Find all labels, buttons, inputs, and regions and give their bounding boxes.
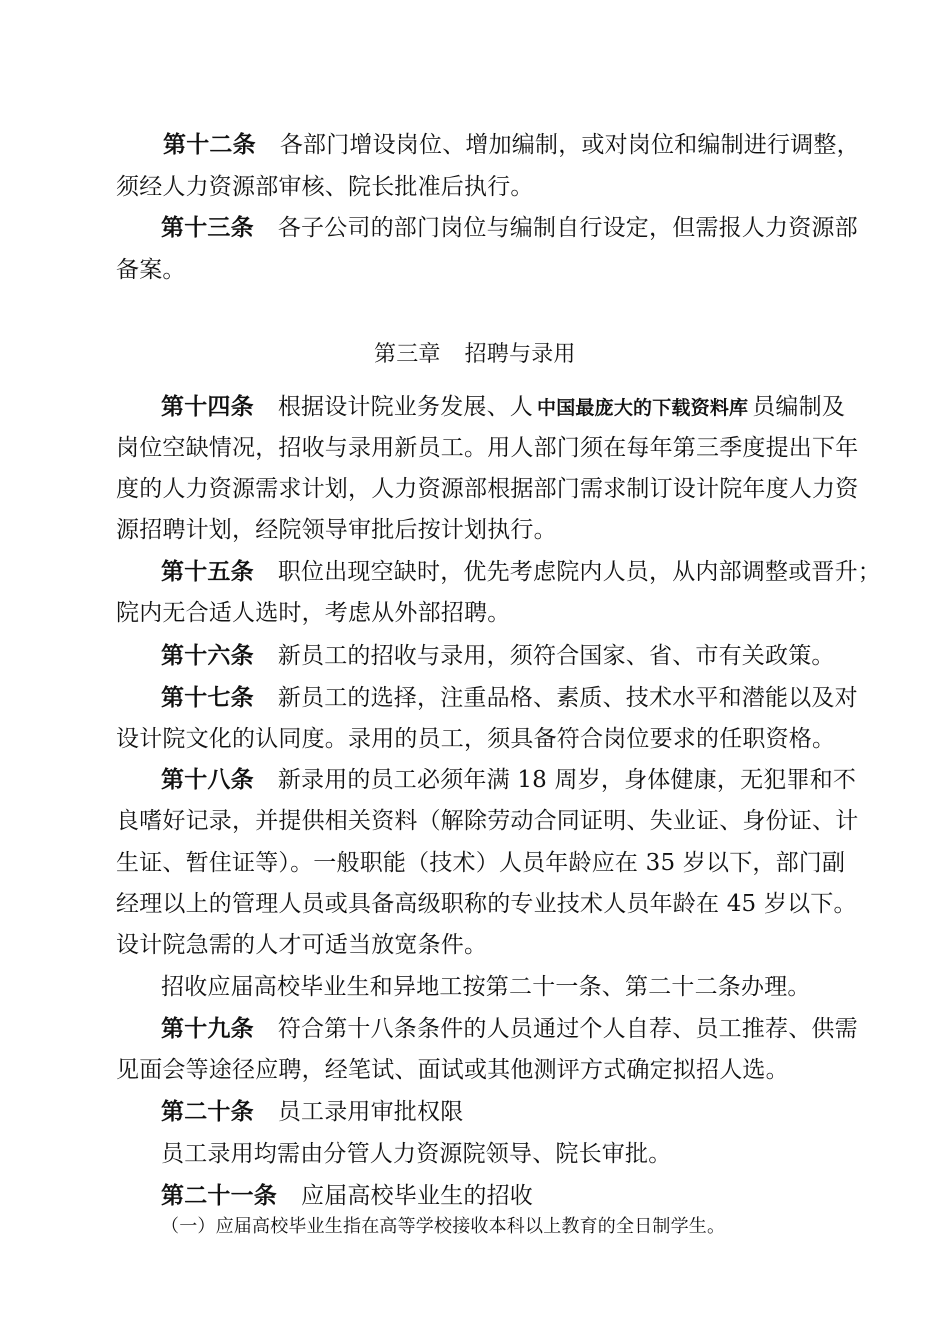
article-14-title: 第十四条 (161, 394, 254, 420)
article-12-line-2: 须经人力资源部审核、院长批准后执行。 (116, 174, 534, 200)
article-14-line-3: 度的人力资源需求计划，人力资源部根据部门需求制订设计院年度人力资 (116, 476, 859, 502)
article-15-line-1: 第十五条 职位出现空缺时，优先考虑院内人员，从内部调整或晋升； (161, 559, 882, 585)
article-19-title: 第十九条 (161, 1016, 254, 1042)
article-21-line-2: （一）应届高校毕业生指在高等学校接收本科以上教育的全日制学生。 (161, 1216, 726, 1237)
article-14-line-4: 源招聘计划，经院领导审批后按计划执行。 (116, 517, 557, 543)
article-19-line-2: 见面会等途径应聘，经笔试、面试或其他测评方式确定拟招人选。 (116, 1057, 789, 1083)
article-21-line-1: 第二十一条 应届高校毕业生的招收 (161, 1183, 533, 1209)
watermark-text: 中国最庞大的下载资料库 (537, 397, 749, 419)
article-17-line-1: 第十七条 新员工的选择，注重品格、素质、技术水平和潜能以及对 (161, 685, 858, 711)
article-14-line-2: 岗位空缺情况，招收与录用新员工。用人部门须在每年第三季度提出下年 (116, 435, 859, 461)
article-18-line-5: 设计院急需的人才可适当放宽条件。 (116, 932, 488, 958)
article-12-title: 第十二条 (163, 132, 256, 158)
article-18-title: 第十八条 (161, 767, 254, 793)
article-17-line-2: 设计院文化的认同度。录用的员工，须具备符合岗位要求的任职资格。 (116, 726, 836, 752)
article-18-line-2: 良嗜好记录，并提供相关资料（解除劳动合同证明、失业证、身份证、计 (116, 808, 859, 834)
article-13-title: 第十三条 (161, 215, 254, 241)
article-16-title: 第十六条 (161, 643, 254, 669)
article-12-line-1: 第十二条 各部门增设岗位、增加编制，或对岗位和编制进行调整， (163, 132, 860, 158)
article-20-title: 第二十条 (161, 1099, 254, 1125)
article-18-line-3: 生证、暂住证等）。一般职能（技术）人员年龄应在 35 岁以下，部门副 (116, 850, 846, 876)
article-20-line-1: 第二十条 员工录用审批权限 (161, 1099, 464, 1125)
article-16-line-1: 第十六条 新员工的招收与录用，须符合国家、省、市有关政策。 (161, 643, 835, 669)
article-21-title: 第二十一条 (161, 1183, 277, 1209)
article-19-line-1: 第十九条 符合第十八条条件的人员通过个人自荐、员工推荐、供需 (161, 1016, 858, 1042)
chapter-heading (374, 340, 576, 370)
article-15-line-2: 院内无合适人选时，考虑从外部招聘。 (116, 600, 511, 626)
article-18-line-4: 经理以上的管理人员或具备高级职称的专业技术人员年龄在 45 岁以下。 (116, 891, 857, 917)
article-17-title: 第十七条 (161, 685, 254, 711)
article-18-line-1: 第十八条 新录用的员工必须年满 18 周岁，身体健康，无犯罪和不 (161, 767, 857, 793)
article-13-line-1: 第十三条 各子公司的部门岗位与编制自行设定，但需报人力资源部 (161, 215, 858, 241)
article-20-line-2: 员工录用均需由分管人力资源院领导、院长审批。 (161, 1141, 672, 1167)
article-15-title: 第十五条 (161, 559, 254, 585)
article-13-line-2: 备案。 (116, 257, 186, 283)
chapter-name: 招聘与录用 (464, 342, 576, 367)
article-14-line-1: 第十四条 根据设计院业务发展、人 中国最庞大的下载资料库 员编制及 (161, 394, 846, 420)
chapter-number: 第三章 (374, 342, 441, 367)
article-18-line-6: 招收应届高校毕业生和异地工按第二十一条、第二十二条办理。 (161, 974, 811, 1000)
